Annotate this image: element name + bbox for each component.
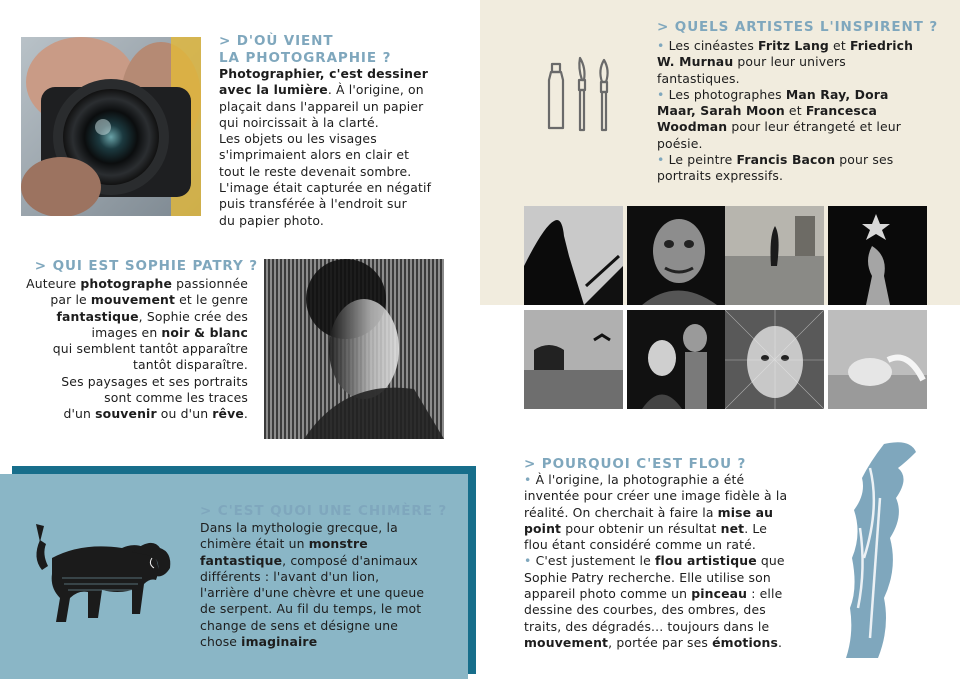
- sophie-heading: > QUI EST SOPHIE PATRY ?: [34, 258, 258, 274]
- blur-text-run: C'est justement le: [535, 553, 655, 569]
- sophie-line: [10, 406, 248, 422]
- blur-text-run: que: [756, 553, 785, 569]
- blur-text-run: •: [524, 553, 536, 569]
- sophie-text-run: et le genre: [175, 292, 248, 308]
- sophie-bold-text: photographe: [80, 276, 173, 291]
- blur-text-run: dessine des courbes, des ombres, des: [524, 602, 766, 618]
- chimera-text-run: chimère était un: [200, 536, 309, 552]
- thumbnail-web-face: [725, 310, 824, 409]
- origin-line: [219, 196, 464, 212]
- chimera-engraving: [22, 518, 182, 648]
- sophie-text-run: qui semblent tantôt apparaître: [52, 341, 248, 357]
- inspire-bold-text: W. Murnau: [657, 54, 734, 70]
- sophie-bold-text: noir & blanc: [161, 324, 248, 340]
- thumbnail-dancer: [828, 206, 927, 305]
- blur-line: [524, 472, 814, 488]
- sophie-text-run: tantôt disparaître.: [133, 357, 248, 373]
- inspire-text: [657, 38, 947, 185]
- camera-photo-art: [21, 37, 201, 216]
- inspire-text-run: et: [828, 38, 850, 53]
- inspire-text-run: poésie.: [657, 135, 703, 151]
- inspire-line: [657, 103, 947, 119]
- blur-bold-text: point: [524, 520, 562, 536]
- origin-heading: [219, 33, 459, 66]
- chimera-text-run: change de sens et désigne une: [200, 617, 399, 633]
- sophie-line: [10, 357, 248, 373]
- inspire-bold-text: Maar, Sarah Moon: [657, 103, 785, 119]
- inspire-text-run: pour leur étrangeté et leur: [727, 119, 902, 135]
- sophie-line: [10, 374, 248, 390]
- inspire-text-run: •: [657, 152, 669, 168]
- sophie-text-run: Auteure: [26, 276, 81, 291]
- sophie-line: [10, 341, 248, 357]
- artist-thumbnails-grid: [524, 206, 928, 409]
- chimera-text-run: chose: [200, 634, 242, 650]
- origin-line: [219, 147, 464, 163]
- chimera-text-run: Dans la mythologie grecque, la: [200, 520, 398, 535]
- origin-text-run: . À l'origine, on: [327, 82, 424, 98]
- origin-line: [219, 180, 464, 196]
- blur-bold-text: net: [720, 520, 745, 536]
- inspire-bold-text: Francis Bacon: [736, 152, 836, 168]
- blur-line: [524, 635, 814, 651]
- origin-text-run: puis transférée à l'endroit sur: [219, 196, 407, 212]
- sophie-text-run: images en: [91, 324, 162, 340]
- origin-text: [219, 66, 464, 229]
- inspire-text-run: Les cinéastes: [668, 38, 759, 53]
- chimera-line: [200, 553, 460, 569]
- origin-text-run: L'image était capturée en négatif: [219, 180, 432, 196]
- chimera-bold-text: imaginaire: [241, 634, 318, 650]
- sophie-text-run: .: [243, 406, 248, 422]
- inspire-text-run: •: [657, 38, 669, 53]
- chimera-bold-text: fantastique: [200, 552, 283, 568]
- chimera-text: [200, 520, 460, 650]
- blur-text-run: réalité. On cherchait à faire la: [524, 504, 718, 520]
- sophie-bold-text: souvenir: [95, 406, 157, 422]
- blur-bold-text: mouvement: [524, 634, 609, 650]
- chimera-line: [200, 520, 460, 536]
- blur-text-run: Sophie Patry recherche. Elle utilise son: [524, 569, 771, 585]
- camera-photo: [21, 37, 201, 216]
- origin-text-run: Les objets ou les visages: [219, 131, 377, 147]
- sophie-text-run: par le: [50, 292, 91, 308]
- blur-line: [524, 505, 814, 521]
- blur-bold-text: émotions: [712, 634, 779, 650]
- origin-text-run: plaçait dans l'appareil un papier: [219, 98, 424, 114]
- inspire-text-run: portraits expressifs.: [657, 168, 784, 184]
- origin-line: [219, 82, 464, 98]
- sophie-line: [10, 276, 248, 292]
- chimera-text-run: , composé d'animaux: [282, 552, 418, 568]
- inspire-bold-text: Francesca: [805, 103, 877, 119]
- sophie-bold-text: fantastique: [56, 308, 139, 324]
- blur-text-run: : elle: [747, 586, 783, 602]
- inspire-line: [657, 152, 947, 168]
- thumbnail-carousel: [524, 310, 623, 409]
- blur-heading: > POURQUOI C'EST FLOU ?: [524, 456, 747, 472]
- inspire-bold-text: Man Ray, Dora: [785, 86, 889, 102]
- inspire-line: [657, 119, 947, 135]
- sophie-portrait-art: [264, 259, 444, 439]
- blur-line: [524, 537, 814, 553]
- chimera-line: [200, 618, 460, 634]
- origin-bold-text: Photographier, c'est dessiner: [219, 66, 428, 81]
- inspire-line: [657, 38, 947, 54]
- brush-stroke-decoration: [840, 438, 930, 668]
- inspire-text-run: pour ses: [835, 152, 894, 168]
- inspire-text-run: •: [657, 86, 669, 102]
- blur-line: [524, 521, 814, 537]
- sophie-bold-text: mouvement: [90, 292, 176, 308]
- origin-line: [219, 99, 464, 115]
- blur-text-run: inventée pour créer une image fidèle à la: [524, 488, 788, 504]
- chimera-heading: > C'EST QUOI UNE CHIMÈRE ?: [200, 503, 448, 519]
- origin-line: [219, 131, 464, 147]
- origin-heading-line2: LA PHOTOGRAPHIE ?: [219, 49, 392, 66]
- origin-text-run: tout le reste devenait sombre.: [219, 163, 412, 179]
- chimera-bold-text: monstre: [308, 536, 368, 552]
- sophie-text-run: , Sophie crée des: [138, 308, 248, 324]
- chimera-line: [200, 536, 460, 552]
- inspire-bold-text: Friedrich: [849, 38, 914, 53]
- blur-text-run: •: [524, 472, 536, 487]
- origin-text-run: s'imprimaient alors en clair et: [219, 147, 410, 163]
- inspire-line: [657, 136, 947, 152]
- blur-line: [524, 619, 814, 635]
- thumbnail-robot: [627, 310, 726, 409]
- inspire-line: [657, 71, 947, 87]
- sophie-line: [10, 325, 248, 341]
- inspire-text-run: Le peintre: [668, 152, 737, 168]
- blur-bold-text: pinceau: [691, 586, 748, 602]
- blur-text-run: , portée par ses: [608, 634, 713, 650]
- origin-line: [219, 164, 464, 180]
- chimera-line: [200, 585, 460, 601]
- inspire-line: [657, 87, 947, 103]
- blur-text-run: À l'origine, la photographie a été: [535, 472, 745, 487]
- thumbnail-bacon-portrait: [627, 206, 726, 305]
- origin-line: [219, 213, 464, 229]
- thumbnail-woodman: [725, 206, 824, 305]
- origin-text-run: du papier photo.: [219, 212, 324, 228]
- chimera-text-run: l'arrière d'une chèvre et une queue: [200, 585, 425, 601]
- origin-heading-line1: > D'OÙ VIENT: [219, 33, 334, 49]
- blur-text-run: appareil photo comme un: [524, 586, 692, 602]
- blur-bold-text: flou artistique: [654, 553, 757, 569]
- inspire-bold-text: Woodman: [657, 119, 728, 135]
- inspire-line: [657, 54, 947, 70]
- sophie-portrait-photo: [264, 259, 444, 439]
- blur-text: [524, 472, 814, 651]
- chimera-text-run: différents : l'avant d'un lion,: [200, 568, 380, 584]
- sophie-line: [10, 390, 248, 406]
- origin-line: [219, 66, 464, 82]
- paint-tools-icon: [538, 50, 618, 140]
- sophie-text-run: passionnée: [172, 276, 248, 291]
- inspire-bold-text: Fritz Lang: [758, 38, 829, 53]
- sophie-text-run: Ses paysages et ses portraits: [61, 373, 248, 389]
- origin-text-run: qui noircissait à la clarté.: [219, 114, 379, 130]
- inspire-text-run: pour leur univers: [733, 54, 846, 70]
- inspire-heading: > QUELS ARTISTES L'INSPIRENT ?: [657, 19, 939, 35]
- sophie-text-run: ou d'un: [156, 406, 213, 422]
- thumbnail-shell: [828, 310, 927, 409]
- blur-text-run: pour obtenir un résultat: [561, 520, 721, 536]
- blur-bold-text: mise au: [717, 504, 774, 520]
- sophie-line: [10, 309, 248, 325]
- chimera-text-run: de serpent. Au fil du temps, le mot: [200, 601, 422, 617]
- blur-text-run: flou étant considéré comme un raté.: [524, 537, 757, 553]
- sophie-text-run: sont comme les traces: [104, 390, 248, 406]
- sophie-text: [10, 276, 248, 423]
- inspire-line: [657, 168, 947, 184]
- blur-line: [524, 602, 814, 618]
- thumbnail-nosferatu: [524, 206, 623, 305]
- origin-line: [219, 115, 464, 131]
- sophie-text-run: d'un: [63, 406, 96, 422]
- inspire-text-run: et: [784, 103, 806, 119]
- chimera-line: [200, 569, 460, 585]
- blur-text-run: traits, des dégradés... toujours dans le: [524, 618, 770, 634]
- blur-text-run: . Le: [744, 520, 768, 536]
- blur-line: [524, 586, 814, 602]
- blur-line: [524, 570, 814, 586]
- blur-line: [524, 488, 814, 504]
- inspire-text-run: Les photographes: [668, 86, 786, 102]
- origin-bold-text: avec la lumière: [219, 82, 328, 98]
- chimera-line: [200, 634, 460, 650]
- blur-line: [524, 553, 814, 569]
- inspire-text-run: fantastiques.: [657, 70, 740, 86]
- blur-text-run: .: [778, 634, 783, 650]
- chimera-line: [200, 601, 460, 617]
- sophie-bold-text: rêve: [212, 406, 244, 422]
- sophie-line: [10, 292, 248, 308]
